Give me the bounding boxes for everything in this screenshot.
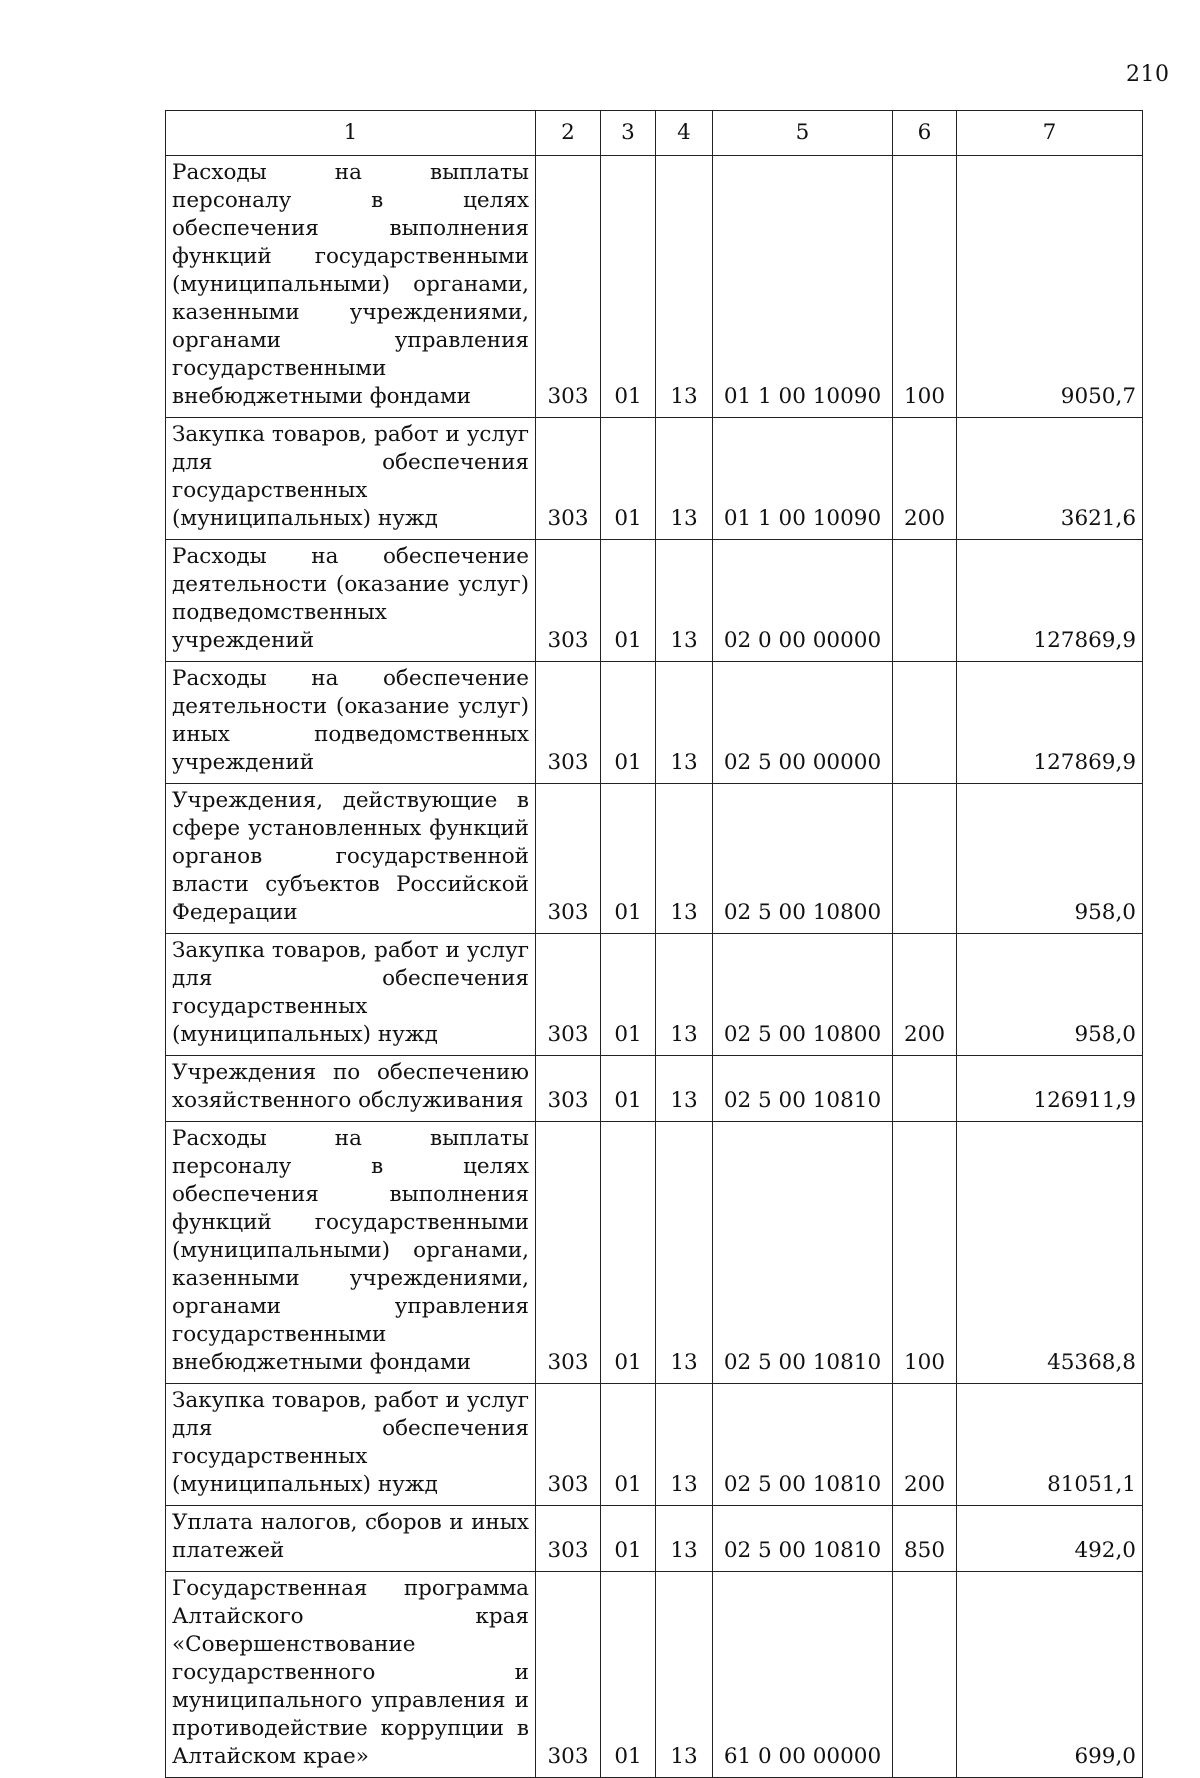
subsection-code: 13 [656, 1122, 713, 1384]
section-code: 01 [601, 1122, 656, 1384]
subsection-code: 13 [656, 156, 713, 418]
ministry-code: 303 [536, 418, 601, 540]
section-code: 01 [601, 662, 656, 784]
table-row [166, 784, 1143, 934]
expense-name: Расходы на выплаты персоналу в целях обеспечения выполнения функций государственными (муниципальными) органами, казенными учреждениями, органами управления государственными внебюджетными фондами [166, 156, 536, 418]
expense-type-code [893, 784, 957, 934]
subsection-code: 13 [656, 1056, 713, 1122]
expense-name: Закупка товаров, работ и услуг для обеспечения государственных (муниципальных) нужд [166, 934, 536, 1056]
target-article-code: 61 0 00 00000 [713, 1572, 893, 1778]
subsection-code: 13 [656, 1572, 713, 1778]
ministry-code: 303 [536, 1506, 601, 1572]
expense-name: Закупка товаров, работ и услуг для обеспечения государственных (муниципальных) нужд [166, 418, 536, 540]
amount: 127869,9 [957, 662, 1143, 784]
expense-name: Уплата налогов, сборов и иных платежей [166, 1506, 536, 1572]
table-row [166, 156, 1143, 418]
table-row [166, 1384, 1143, 1506]
expense-type-code [893, 1572, 957, 1778]
expense-name: Расходы на выплаты персоналу в целях обеспечения выполнения функций государственными (муниципальными) органами, казенными учреждениями, органами управления государственными внебюджетными фондами [166, 1122, 536, 1384]
section-code: 01 [601, 1506, 656, 1572]
target-article-code: 01 1 00 10090 [713, 418, 893, 540]
section-code: 01 [601, 1384, 656, 1506]
amount: 126911,9 [957, 1056, 1143, 1122]
header-row [166, 111, 1143, 156]
amount: 127869,9 [957, 540, 1143, 662]
amount: 3621,6 [957, 418, 1143, 540]
target-article-code: 02 5 00 10810 [713, 1122, 893, 1384]
subsection-code: 13 [656, 540, 713, 662]
section-code: 01 [601, 1056, 656, 1122]
expense-name: Учреждения, действующие в сфере установленных функций органов государственной власти субъектов Российской Федерации [166, 784, 536, 934]
target-article-code: 02 5 00 10810 [713, 1056, 893, 1122]
subsection-code: 13 [656, 934, 713, 1056]
expense-name: Учреждения по обеспечению хозяйственного обслуживания [166, 1056, 536, 1122]
ministry-code: 303 [536, 1572, 601, 1778]
subsection-code: 13 [656, 1506, 713, 1572]
section-code: 01 [601, 156, 656, 418]
section-code: 01 [601, 418, 656, 540]
target-article-code: 02 5 00 10810 [713, 1506, 893, 1572]
column-header: 5 [713, 111, 893, 156]
amount: 9050,7 [957, 156, 1143, 418]
section-code: 01 [601, 1572, 656, 1778]
column-header: 2 [536, 111, 601, 156]
expense-name: Расходы на обеспечение деятельности (оказание услуг) иных подведомственных учреждений [166, 662, 536, 784]
column-header: 4 [656, 111, 713, 156]
expense-type-code: 100 [893, 1122, 957, 1384]
budget-table [165, 110, 1143, 1778]
section-code: 01 [601, 784, 656, 934]
target-article-code: 02 5 00 10800 [713, 934, 893, 1056]
expense-type-code: 200 [893, 934, 957, 1056]
ministry-code: 303 [536, 1056, 601, 1122]
ministry-code: 303 [536, 540, 601, 662]
subsection-code: 13 [656, 662, 713, 784]
ministry-code: 303 [536, 1384, 601, 1506]
ministry-code: 303 [536, 1122, 601, 1384]
column-header: 1 [166, 111, 536, 156]
amount: 958,0 [957, 934, 1143, 1056]
amount: 699,0 [957, 1572, 1143, 1778]
expense-name: Закупка товаров, работ и услуг для обеспечения государственных (муниципальных) нужд [166, 1384, 536, 1506]
table-row [166, 1122, 1143, 1384]
expense-type-code [893, 662, 957, 784]
ministry-code: 303 [536, 784, 601, 934]
expense-type-code [893, 1056, 957, 1122]
expense-type-code: 850 [893, 1506, 957, 1572]
ministry-code: 303 [536, 934, 601, 1056]
column-header: 7 [957, 111, 1143, 156]
target-article-code: 02 0 00 00000 [713, 540, 893, 662]
section-code: 01 [601, 934, 656, 1056]
table-row [166, 1056, 1143, 1122]
target-article-code: 02 5 00 00000 [713, 662, 893, 784]
table-row [166, 662, 1143, 784]
expense-type-code: 100 [893, 156, 957, 418]
ministry-code: 303 [536, 156, 601, 418]
section-code: 01 [601, 540, 656, 662]
subsection-code: 13 [656, 1384, 713, 1506]
target-article-code: 01 1 00 10090 [713, 156, 893, 418]
expense-name: Расходы на обеспечение деятельности (оказание услуг) подведомственных учреждений [166, 540, 536, 662]
expense-type-code: 200 [893, 418, 957, 540]
table-row [166, 540, 1143, 662]
table-row [166, 418, 1143, 540]
table-row [166, 934, 1143, 1056]
subsection-code: 13 [656, 784, 713, 934]
amount: 81051,1 [957, 1384, 1143, 1506]
table-row [166, 1506, 1143, 1572]
expense-type-code [893, 540, 957, 662]
amount: 45368,8 [957, 1122, 1143, 1384]
expense-type-code: 200 [893, 1384, 957, 1506]
expense-name: Государственная программа Алтайского края «Совершенствование государственного и муниципального управления и противодействие коррупции в Алтайском крае» [166, 1572, 536, 1778]
target-article-code: 02 5 00 10810 [713, 1384, 893, 1506]
table-row [166, 1572, 1143, 1778]
page-number: 210 [1126, 62, 1170, 87]
ministry-code: 303 [536, 662, 601, 784]
subsection-code: 13 [656, 418, 713, 540]
column-header: 6 [893, 111, 957, 156]
column-header: 3 [601, 111, 656, 156]
amount: 492,0 [957, 1506, 1143, 1572]
target-article-code: 02 5 00 10800 [713, 784, 893, 934]
amount: 958,0 [957, 784, 1143, 934]
